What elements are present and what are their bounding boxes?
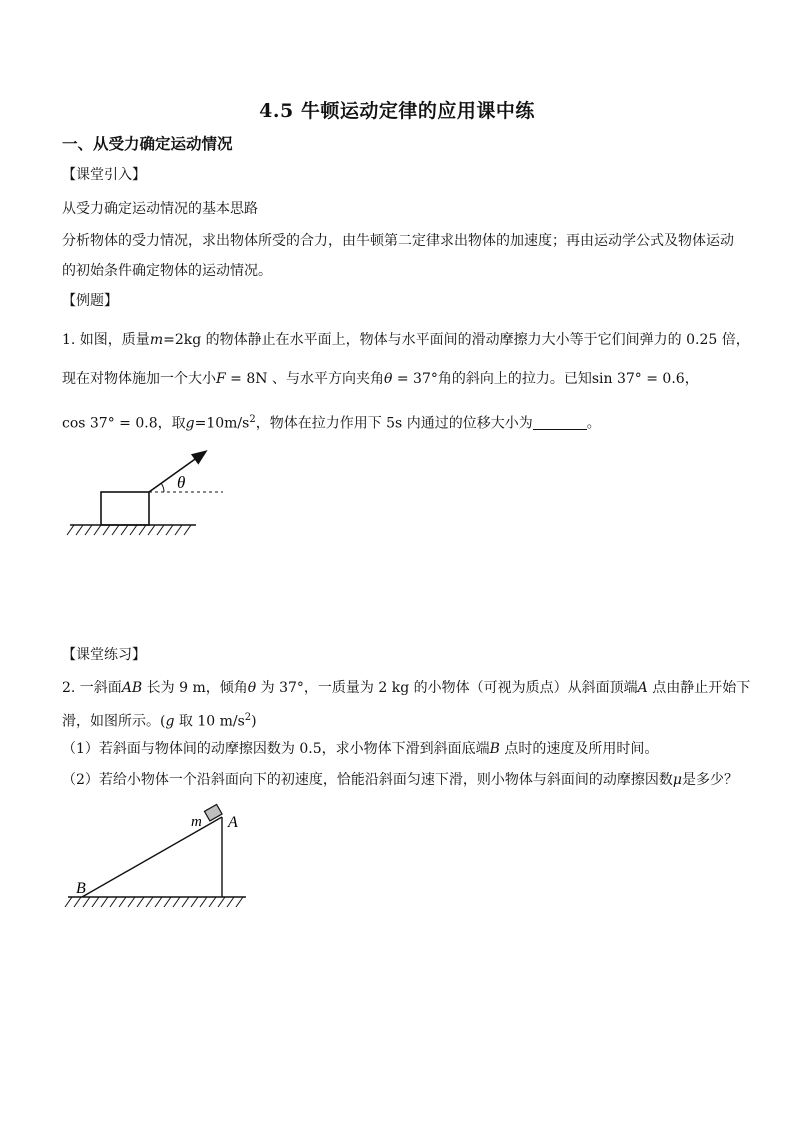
q2-var-mu: μ bbox=[672, 772, 683, 788]
q1-text: ，物体在拉力作用下 5s 内通过的位移大小为 bbox=[255, 415, 533, 432]
q1-text: ，取 bbox=[157, 415, 186, 432]
intro-line-3: 的初始条件确定物体的运动情况。 bbox=[62, 263, 272, 279]
q1-sin-value: sin 37° = 0.6 bbox=[591, 371, 685, 387]
q1-text: 、与水平方向夹角 bbox=[267, 371, 384, 387]
q2-text: ) bbox=[251, 713, 257, 730]
angle-arc bbox=[161, 483, 164, 492]
figure-block-force bbox=[60, 440, 240, 545]
intro-line-1: 从受力确定运动情况的基本思路 bbox=[62, 201, 258, 217]
q2-text: 点时的速度及所用时间。 bbox=[499, 741, 659, 757]
q1-var-F: F bbox=[216, 371, 226, 387]
q1-exponent: 2 bbox=[249, 414, 256, 425]
block bbox=[101, 492, 149, 525]
q2-text: 取 10 m/s bbox=[174, 713, 245, 730]
answer-blank[interactable] bbox=[533, 415, 587, 430]
label-m: m bbox=[191, 814, 202, 830]
q1-line-2 bbox=[62, 370, 699, 388]
q1-force-value: = 8N bbox=[225, 371, 268, 387]
section-heading: 一、从受力确定运动情况 bbox=[62, 134, 233, 153]
q2-text: 点由静止开始下 bbox=[647, 680, 751, 696]
intro-line-2: 分析物体的受力情况，求出物体所受的合力，由牛顿第二定律求出物体的加速度；再由运动学公式及物体运动 bbox=[62, 233, 734, 249]
page-title: 4.5 牛顿运动定律的应用课中练 bbox=[259, 100, 535, 122]
label-A: A bbox=[228, 814, 238, 831]
figure-incline bbox=[60, 800, 260, 910]
q2-text: 2. 一斜面 bbox=[62, 680, 122, 696]
q1-angle-value: = 37° bbox=[392, 371, 438, 387]
q1-var-theta: θ bbox=[383, 371, 393, 387]
q1-text: 角的斜向上的拉力。已知 bbox=[437, 371, 592, 387]
q1-line-3 bbox=[62, 411, 601, 433]
q1-text: 。 bbox=[586, 415, 601, 432]
q2-text: 是多少？ bbox=[682, 772, 739, 788]
q1-mass-value: =2kg bbox=[163, 332, 202, 348]
ground-hatch bbox=[65, 897, 243, 907]
intro-tag: 【课堂引入】 bbox=[62, 167, 146, 183]
q2-text: 为 37°，一质量为 2 kg 的小物体（可视为质点）从斜面顶端 bbox=[256, 680, 638, 696]
q2-sub-2 bbox=[62, 771, 738, 789]
ground-hatch bbox=[67, 525, 191, 535]
q2-text: （2）若给小物体一个沿斜面向下的初速度，恰能沿斜面匀速下滑，则小物体与斜面间的动摩擦因数 bbox=[62, 772, 673, 788]
q2-sub-1 bbox=[62, 740, 658, 758]
q2-line-1 bbox=[62, 679, 750, 697]
practice-tag: 【课堂练习】 bbox=[62, 647, 146, 663]
q2-text: 滑，如图所示。( bbox=[62, 713, 166, 730]
q2-var-B: B bbox=[489, 741, 500, 757]
q2-var-A: A bbox=[637, 680, 648, 696]
q2-var-theta: θ bbox=[247, 680, 257, 696]
q1-text: 1. 如图，质量 bbox=[62, 332, 150, 348]
q1-text: 的物体静止在水平面上，物体与水平面间的滑动摩擦力大小等于它们间弹力的 0.25 倍， bbox=[201, 332, 750, 348]
label-B: B bbox=[76, 880, 86, 897]
q1-var-g: g bbox=[185, 415, 195, 432]
example-tag: 【例题】 bbox=[62, 293, 118, 309]
q2-line-2 bbox=[62, 709, 257, 731]
q2-var-g: g bbox=[165, 713, 175, 730]
q1-text: ， bbox=[684, 371, 699, 387]
q1-text: 现在对物体施加一个大小 bbox=[62, 371, 216, 387]
q2-var-AB: AB bbox=[121, 680, 143, 696]
q2-text: （1）若斜面与物体间的动摩擦因数为 0.5，求小物体下滑到斜面底端 bbox=[62, 741, 490, 757]
q1-g-value: =10m/s bbox=[194, 415, 250, 432]
theta-label: θ bbox=[177, 473, 186, 492]
q2-exponent: 2 bbox=[244, 712, 252, 723]
q1-var-m: m bbox=[149, 332, 164, 348]
q1-cos-value: cos 37° = 0.8 bbox=[62, 415, 158, 432]
q2-text: 长为 9 m，倾角 bbox=[142, 680, 248, 696]
q1-line-1 bbox=[62, 331, 750, 349]
